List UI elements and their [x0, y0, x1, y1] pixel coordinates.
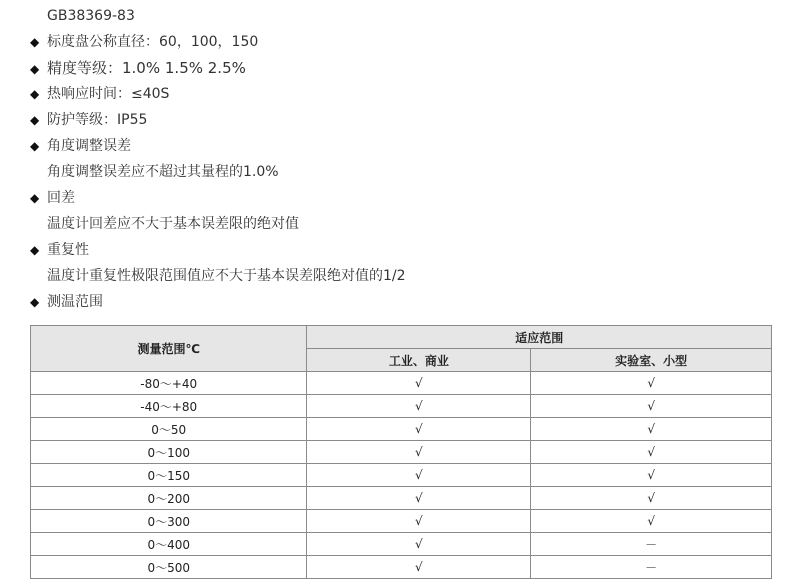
cell-industrial: √	[307, 372, 531, 395]
cell-lab: －	[531, 556, 772, 579]
cell-lab: －	[531, 533, 772, 556]
bullet-text: 热响应时间：≤40S	[47, 86, 170, 102]
bullet-item	[30, 85, 169, 103]
diamond-icon: ◆	[30, 243, 40, 257]
cell-lab: √	[531, 510, 772, 533]
cell-industrial: √	[307, 487, 531, 510]
bullet-text: 角度调整误差	[47, 138, 131, 154]
cell-range: 0～200	[31, 487, 307, 510]
hysteresis-description: 温度计回差应不大于基本误差限的绝对值	[47, 216, 299, 232]
cell-range: 0～400	[31, 533, 307, 556]
bullet-item	[30, 241, 89, 259]
table-row	[31, 556, 772, 579]
cell-range: 0～50	[31, 418, 307, 441]
cell-range: -80～+40	[31, 372, 307, 395]
cell-industrial: √	[307, 510, 531, 533]
diamond-icon: ◆	[30, 35, 40, 49]
cell-lab: √	[531, 395, 772, 418]
diamond-icon: ◆	[30, 295, 40, 309]
bullet-item	[30, 59, 246, 78]
cell-range: 0～100	[31, 441, 307, 464]
bullet-text: 测温范围	[47, 294, 103, 310]
table-row	[31, 372, 772, 395]
col-header-application: 适应范围	[307, 326, 772, 349]
bullet-text: 精度等级：1.0% 1.5% 2.5%	[47, 59, 246, 77]
table-row	[31, 464, 772, 487]
cell-industrial: √	[307, 533, 531, 556]
diamond-icon: ◆	[30, 191, 40, 205]
table-row	[31, 418, 772, 441]
cell-range: -40～+80	[31, 395, 307, 418]
bullet-item	[30, 293, 103, 311]
cell-range: 0～300	[31, 510, 307, 533]
bullet-item	[30, 137, 131, 155]
bullet-item	[30, 189, 75, 207]
cell-industrial: √	[307, 418, 531, 441]
diamond-icon: ◆	[30, 62, 40, 76]
cell-industrial: √	[307, 464, 531, 487]
bullet-text: 回差	[47, 190, 75, 206]
col-header-lab: 实验室、小型	[531, 349, 772, 372]
table-row	[31, 441, 772, 464]
cell-lab: √	[531, 418, 772, 441]
repeatability-description: 温度计重复性极限范围值应不大于基本误差限绝对值的1/2	[47, 268, 406, 284]
cell-lab: √	[531, 464, 772, 487]
table-row	[31, 510, 772, 533]
bullet-text: 标度盘公称直径：60，100，150	[47, 34, 259, 50]
cell-industrial: √	[307, 395, 531, 418]
angle-description: 角度调整误差应不超过其量程的1.0%	[47, 164, 279, 180]
temperature-range-table	[30, 325, 772, 579]
table-body	[31, 372, 772, 579]
cell-lab: √	[531, 441, 772, 464]
bullet-text: 重复性	[47, 242, 89, 258]
diamond-icon: ◆	[30, 139, 40, 153]
col-header-range: 测量范围℃	[31, 326, 307, 372]
standard-code: GB38369-83	[47, 8, 135, 24]
cell-industrial: √	[307, 556, 531, 579]
cell-range: 0～150	[31, 464, 307, 487]
table-row	[31, 395, 772, 418]
cell-industrial: √	[307, 441, 531, 464]
bullet-item	[30, 33, 258, 51]
cell-lab: √	[531, 487, 772, 510]
cell-lab: √	[531, 372, 772, 395]
col-header-industrial: 工业、商业	[307, 349, 531, 372]
table-row	[31, 533, 772, 556]
diamond-icon: ◆	[30, 113, 40, 127]
bullet-item	[30, 111, 147, 129]
cell-range: 0～500	[31, 556, 307, 579]
diamond-icon: ◆	[30, 87, 40, 101]
bullet-text: 防护等级：IP55	[47, 112, 148, 128]
table-row	[31, 487, 772, 510]
